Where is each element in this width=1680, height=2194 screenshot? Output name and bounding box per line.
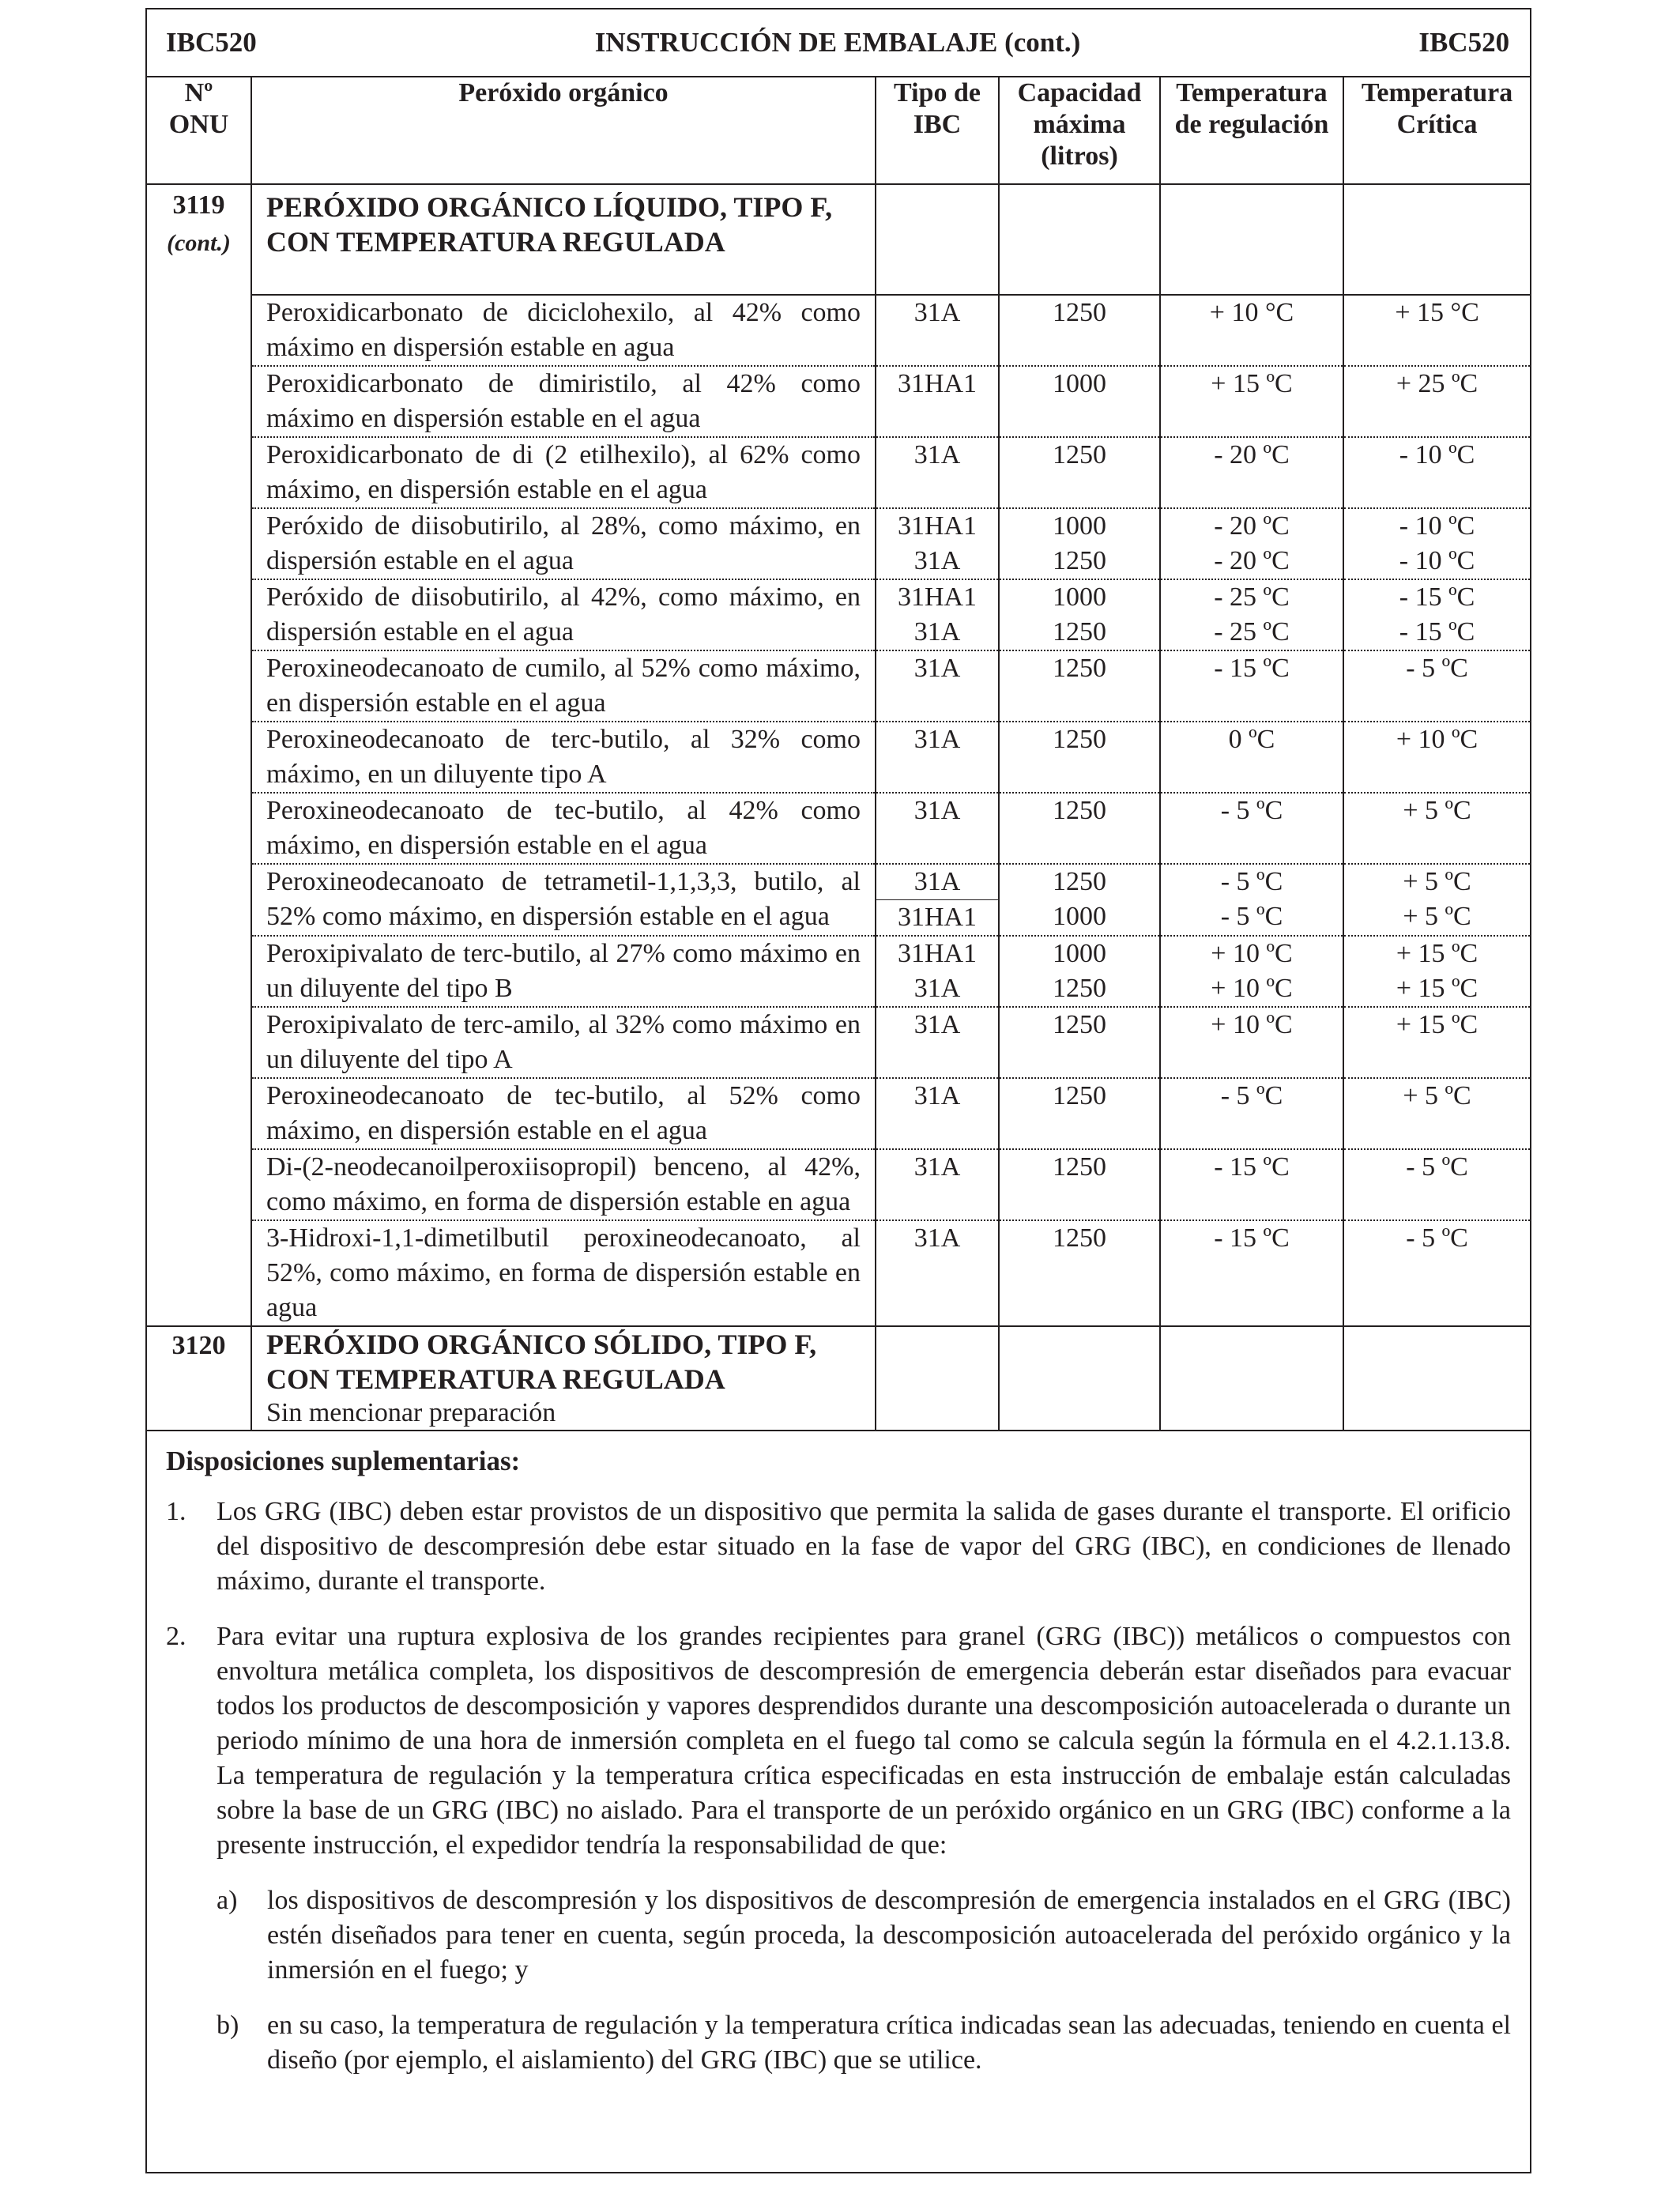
peroxide-name: 3-Hidroxi-1,1-dimetilbutil peroxineodecanoato, al 52%, como máximo, en forma de dispersión estable en agua xyxy=(266,1223,861,1322)
emergency-temp-value: - 15 ºC xyxy=(1399,582,1475,612)
ibc-type-value: 31HA1 xyxy=(897,511,977,541)
peroxide-entry-row xyxy=(147,1220,1530,1326)
ibc-type-value: 31A xyxy=(913,974,961,1003)
section-3119 xyxy=(147,184,1530,1326)
ibc-type-value: 31A xyxy=(913,725,961,754)
control-temp-value: + 10 ºC xyxy=(1211,1010,1293,1039)
control-temp-value: + 15 ºC xyxy=(1211,369,1293,398)
peroxide-name: Peroxipivalato de terc-butilo, al 27% como máximo en un diluyente del tipo B xyxy=(266,939,861,1003)
provision-number: 2. xyxy=(166,1622,186,1651)
peroxide-name: Peroxineodecanoato de terc-butilo, al 32% como máximo, en un diluyente tipo A xyxy=(266,725,861,789)
emergency-temp-value: + 5 ºC xyxy=(1403,867,1471,896)
col-ibc-type: Tipo de IBC xyxy=(894,78,981,139)
emergency-temp-value: + 10 ºC xyxy=(1396,725,1478,754)
emergency-temp-value: - 10 ºC xyxy=(1399,546,1475,575)
peroxide-name: Peroxidicarbonato de diciclohexilo, al 42% como máximo en dispersión estable en agua xyxy=(266,298,861,362)
peroxide-entry-row xyxy=(147,793,1530,864)
col-max-capacity: Capacidad máxima (litros) xyxy=(1017,78,1142,171)
ibc-type-value: 31HA1 xyxy=(897,939,977,968)
capacity-value: 1000 xyxy=(1053,939,1106,968)
peroxide-name: Peroxineodecanoato de tec-butilo, al 52% como máximo, en dispersión estable en el agua xyxy=(266,1081,861,1145)
col-emergency-temperature: Temperatura Crítica xyxy=(1361,78,1513,139)
ibc-type-value: 31A xyxy=(913,867,961,896)
peroxide-entry-row xyxy=(147,1078,1530,1149)
emergency-temp-value: - 5 ºC xyxy=(1406,654,1468,683)
capacity-value: 1250 xyxy=(1053,1010,1106,1039)
ibc-type-value: 31A xyxy=(913,546,961,575)
peroxide-entry-row xyxy=(147,722,1530,793)
peroxide-name: Peroxipivalato de terc-amilo, al 32% como máximo en un diluyente del tipo A xyxy=(266,1010,861,1074)
peroxide-entry-row xyxy=(147,864,1530,936)
capacity-value: 1000 xyxy=(1053,511,1106,541)
control-temp-value: - 5 ºC xyxy=(1220,1081,1283,1110)
emergency-temp-value: - 15 ºC xyxy=(1399,617,1475,647)
emergency-temp-value: + 5 ºC xyxy=(1403,796,1471,825)
capacity-value: 1250 xyxy=(1053,617,1106,647)
col-organic-peroxide: Peróxido orgánico xyxy=(458,78,669,107)
un-number-3119: 3119 xyxy=(172,190,225,220)
ibc-type-value: 31A xyxy=(913,1223,961,1253)
ibc-type-value: 31A xyxy=(913,298,961,327)
peroxide-entry-row xyxy=(147,295,1530,366)
control-temp-value: - 25 ºC xyxy=(1214,582,1290,612)
peroxide-entry-row xyxy=(147,650,1530,722)
emergency-temp-value: + 5 ºC xyxy=(1403,902,1471,931)
capacity-value: 1250 xyxy=(1053,796,1106,825)
provision-text: Para evitar una ruptura explosiva de los grandes recipientes para granel (GRG (IBC)) metálicos o compuestos con envoltura metálica completa, los dispositivos de descompresión de emergencia deberán estar diseñados para evacuar todos los productos de descomposición y vapores desprendidos durante una descomposición autoacelerada o durante un periodo mínimo de una hora de inmersión completa en el fuego tal como se calcula según la fórmula en el 4.2.1.13.8. La temperatura de regulación y la temperatura crítica especificadas en esta instrucción de embalaje están calculadas sobre la base de un GRG (IBC) no aislado. Para el transporte de un peróxido orgánico en un GRG (IBC) conforme a la presente instrucción, el expedidor tendría la responsabilidad de que: xyxy=(217,1622,1511,1860)
emergency-temp-value: + 25 ºC xyxy=(1396,369,1478,398)
capacity-value: 1000 xyxy=(1053,582,1106,612)
peroxide-entry-row xyxy=(147,1007,1530,1078)
provisions-heading: Disposiciones suplementarias: xyxy=(166,1446,521,1476)
control-temp-value: - 5 ºC xyxy=(1220,796,1283,825)
peroxide-name: Peroxineodecanoato de tec-butilo, al 42% como máximo, en dispersión estable en el agua xyxy=(266,796,861,860)
capacity-value: 1250 xyxy=(1053,725,1106,754)
packing-instruction-table xyxy=(147,9,1530,1431)
left-code: IBC520 xyxy=(166,27,257,58)
provision-1 xyxy=(166,1495,1511,1599)
control-temp-value: - 20 ºC xyxy=(1214,546,1290,575)
right-code: IBC520 xyxy=(1418,27,1510,58)
control-temp-value: + 10 °C xyxy=(1209,298,1294,327)
capacity-value: 1250 xyxy=(1053,867,1106,896)
peroxide-entry-row xyxy=(147,1149,1530,1220)
subitem-text: en su caso, la temperatura de regulación y la temperatura crítica indicadas sean las adecuadas, teniendo en cuenta el diseño (por ejemplo, el aislamiento) del GRG (IBC) que se utilice. xyxy=(267,2011,1511,2075)
emergency-temp-value: + 5 ºC xyxy=(1403,1081,1471,1110)
peroxide-name: Peroxidicarbonato de dimiristilo, al 42% como máximo en dispersión estable en el agua xyxy=(266,369,861,433)
emergency-temp-value: - 10 ºC xyxy=(1399,511,1475,541)
ibc-type-value: 31HA1 xyxy=(897,369,977,398)
control-temp-value: - 15 ºC xyxy=(1214,1152,1290,1182)
instruction-title: INSTRUCCIÓN DE EMBALAJE (cont.) xyxy=(594,27,1081,58)
emergency-temp-value: + 15 ºC xyxy=(1396,1010,1478,1039)
emergency-temp-value: - 10 ºC xyxy=(1399,440,1475,469)
document-page xyxy=(145,8,1531,2173)
ibc-type-value: 31A xyxy=(913,440,961,469)
control-temp-value: - 15 ºC xyxy=(1214,654,1290,683)
ibc-type-value: 31A xyxy=(913,796,961,825)
control-temp-value: - 5 ºC xyxy=(1220,867,1283,896)
peroxide-entry-row xyxy=(147,936,1530,1007)
peroxide-name: Peróxido de diisobutirilo, al 28%, como máximo, en dispersión estable en el agua xyxy=(266,511,861,575)
peroxide-name: Peróxido de diisobutirilo, al 42%, como máximo, en dispersión estable en el agua xyxy=(266,582,861,647)
control-temp-value: + 10 ºC xyxy=(1211,974,1293,1003)
column-header-row xyxy=(147,77,1530,184)
provision-number: 1. xyxy=(166,1497,186,1526)
provision-2 xyxy=(166,1619,1511,1863)
peroxide-entry-row xyxy=(147,579,1530,650)
emergency-temp-value: - 5 ºC xyxy=(1406,1223,1468,1253)
capacity-value: 1000 xyxy=(1053,902,1106,931)
provision-text: Los GRG (IBC) deben estar provistos de un dispositivo que permita la salida de gases durante el transporte. El orificio del dispositivo de descompresión debe estar situado en la fase de vapor del GRG (IBC), en condiciones de llenado máximo, durante el transporte. xyxy=(217,1497,1511,1596)
section-title-3119: PERÓXIDO ORGÁNICO LÍQUIDO, TIPO F, CON TEMPERATURA REGULADA xyxy=(266,191,833,258)
emergency-temp-value: + 15 ºC xyxy=(1396,974,1478,1003)
instruction-banner xyxy=(147,9,1530,76)
peroxide-name: Di-(2-neodecanoilperoxiisopropil) benceno, al 42%, como máximo, en forma de dispersión estable en agua xyxy=(266,1152,861,1216)
peroxide-entry-row xyxy=(147,437,1530,508)
capacity-value: 1250 xyxy=(1053,1152,1106,1182)
peroxide-entry-row xyxy=(147,366,1530,437)
emergency-temp-value: - 5 ºC xyxy=(1406,1152,1468,1182)
col-control-temperature: Temperatura de regulación xyxy=(1174,78,1329,139)
supplementary-provisions xyxy=(147,1431,1530,2078)
capacity-value: 1250 xyxy=(1053,546,1106,575)
ibc-type-value: 31A xyxy=(913,1152,961,1182)
subitem-letter: b) xyxy=(217,2011,239,2040)
col-un-number: Nº ONU xyxy=(168,78,229,139)
control-temp-value: - 20 ºC xyxy=(1214,440,1290,469)
capacity-value: 1250 xyxy=(1053,974,1106,1003)
subitem-text: los dispositivos de descompresión y los dispositivos de descompresión de emergencia instalados en el GRG (IBC) estén diseñados para tener en cuenta, según proceda, la descomposición autoacelerada del peróxido orgánico y la inmersión en el fuego; y xyxy=(267,1886,1511,1985)
control-temp-value: - 25 ºC xyxy=(1214,617,1290,647)
ibc-type-value: 31HA1 xyxy=(876,899,998,935)
ibc-type-value: 31A xyxy=(913,654,961,683)
capacity-value: 1250 xyxy=(1053,1223,1106,1253)
peroxide-name: Peroxidicarbonato de di (2 etilhexilo), al 62% como máximo, en dispersión estable en el agua xyxy=(266,440,861,504)
capacity-value: 1250 xyxy=(1053,1081,1106,1110)
control-temp-value: - 15 ºC xyxy=(1214,1223,1290,1253)
control-temp-value: 0 ºC xyxy=(1228,725,1275,754)
control-temp-value: - 20 ºC xyxy=(1214,511,1290,541)
ibc-type-value: 31A xyxy=(913,1081,961,1110)
ibc-type-value: 31A xyxy=(913,1010,961,1039)
peroxide-name: Peroxineodecanoato de cumilo, al 52% como máximo, en dispersión estable en el agua xyxy=(266,654,861,718)
section-subtitle-3120: Sin mencionar preparación xyxy=(266,1398,556,1427)
capacity-value: 1000 xyxy=(1053,369,1106,398)
continued-marker: (cont.) xyxy=(167,230,231,256)
subitem-letter: a) xyxy=(217,1886,238,1915)
emergency-temp-value: + 15 ºC xyxy=(1396,939,1478,968)
ibc-type-value: 31A xyxy=(913,617,961,647)
control-temp-value: + 10 ºC xyxy=(1211,939,1293,968)
provision-2b xyxy=(217,2008,1511,2078)
peroxide-entry-row xyxy=(147,508,1530,579)
capacity-value: 1250 xyxy=(1053,298,1106,327)
capacity-value: 1250 xyxy=(1053,654,1106,683)
provision-2a xyxy=(217,1883,1511,1988)
ibc-type-value: 31HA1 xyxy=(897,582,977,612)
control-temp-value: - 5 ºC xyxy=(1220,902,1283,931)
capacity-value: 1250 xyxy=(1053,440,1106,469)
peroxide-name: Peroxineodecanoato de tetrametil-1,1,3,3, butilo, al 52% como máximo, en dispersión estable en el agua xyxy=(266,867,861,931)
un-number-3120: 3120 xyxy=(171,1331,226,1360)
section-title-3120: PERÓXIDO ORGÁNICO SÓLIDO, TIPO F, CON TEMPERATURA REGULADA xyxy=(266,1329,817,1395)
emergency-temp-value: + 15 °C xyxy=(1395,298,1479,327)
